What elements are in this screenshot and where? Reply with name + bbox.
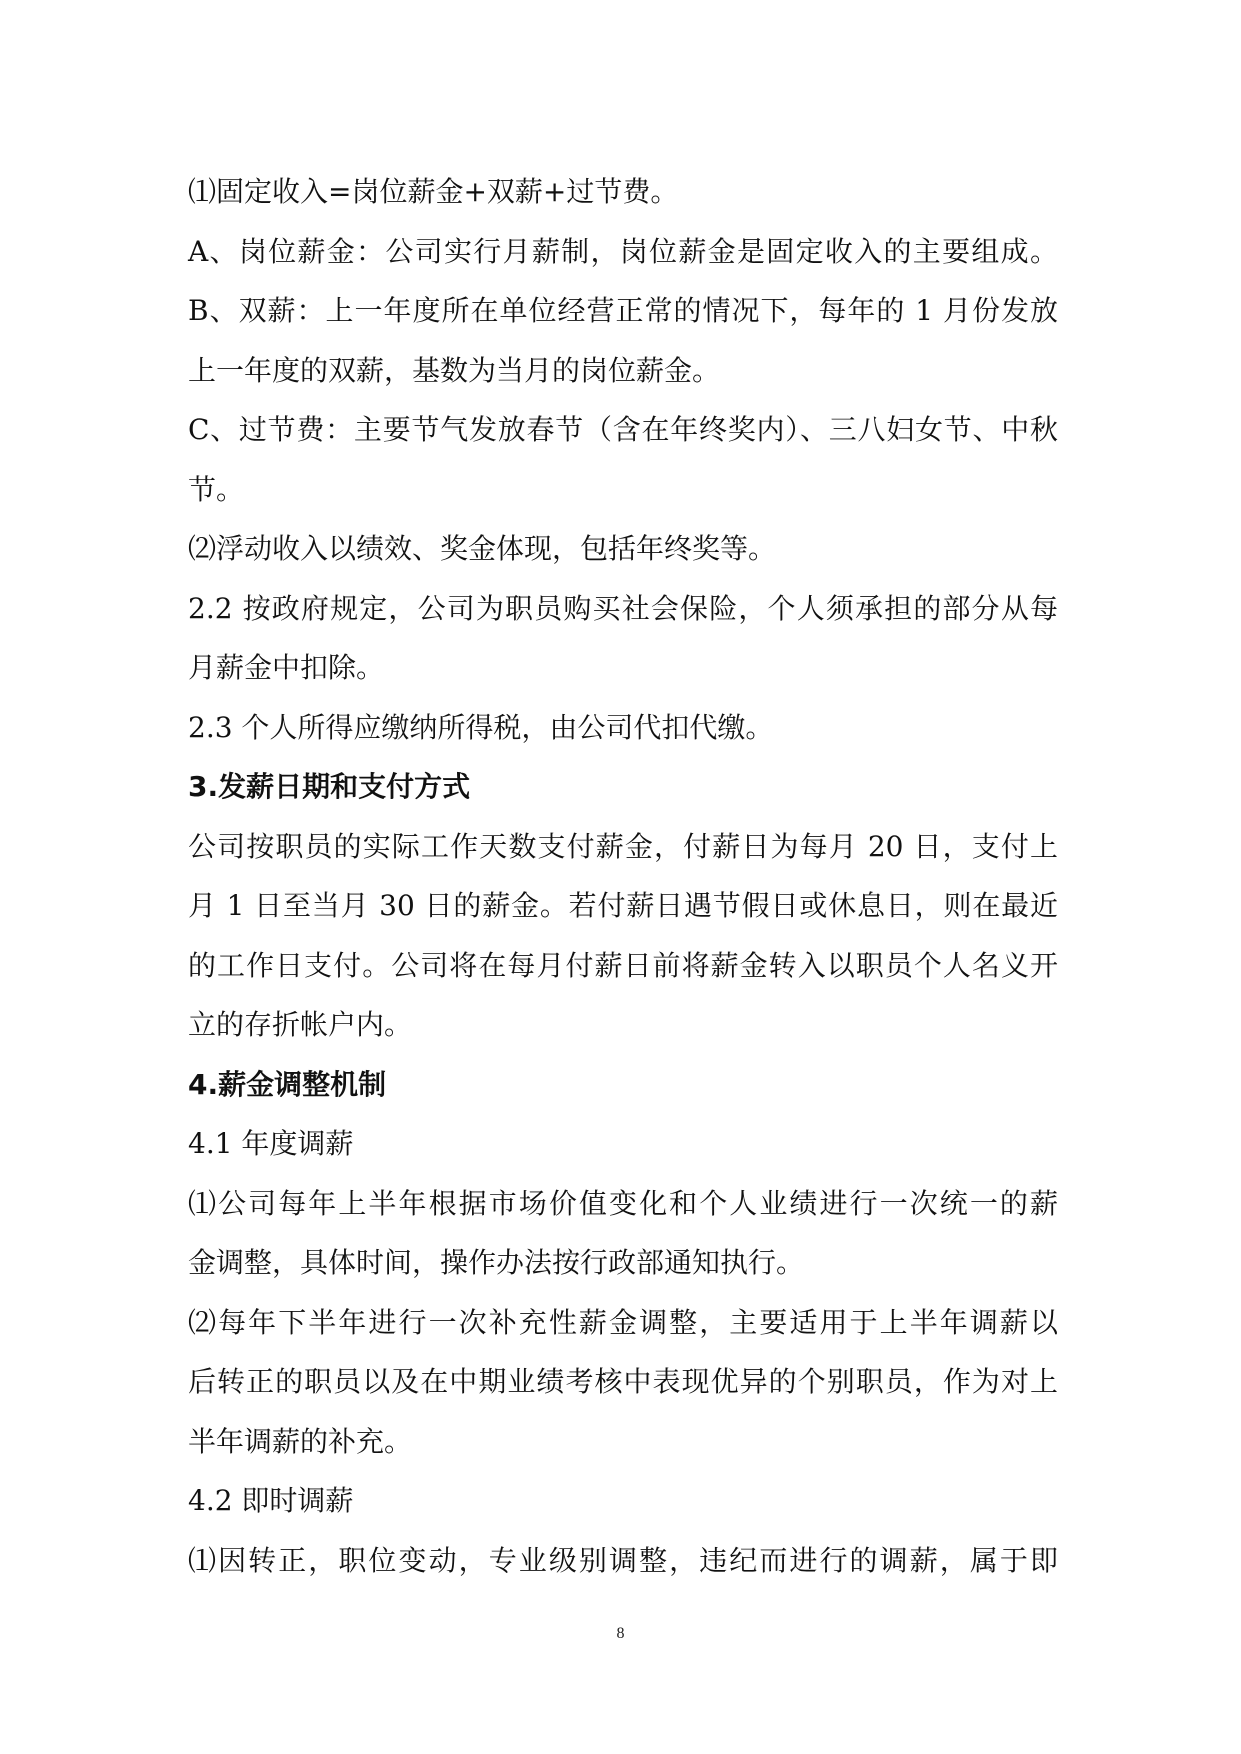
page-number: 8 bbox=[616, 1625, 625, 1642]
text-line: 月 1 日至当月 30 日的薪金。若付薪日遇节假日或休息日，则在最近 bbox=[188, 889, 1058, 922]
text-line: ⑴因转正，职位变动，专业级别调整，违纪而进行的调薪，属于即 bbox=[188, 1543, 1058, 1577]
text-line: 4.1 年度调薪 bbox=[188, 1127, 354, 1160]
text-line: 后转正的职员以及在中期业绩考核中表现优异的个别职员，作为对上 bbox=[188, 1365, 1058, 1398]
text-line: 4.2 即时调薪 bbox=[188, 1484, 354, 1517]
text-line: 半年调薪的补充。 bbox=[188, 1424, 413, 1458]
section-heading: 3.发薪日期和支付方式 bbox=[188, 770, 471, 803]
text-line: 节。 bbox=[188, 472, 245, 506]
text-line: C、过节费：主要节气发放春节（含在年终奖内）、三八妇女节、中秋 bbox=[188, 413, 1058, 446]
text-line: 公司按职员的实际工作天数支付薪金，付薪日为每月 20 日，支付上 bbox=[188, 829, 1058, 863]
text-line: 立的存折帐户内。 bbox=[188, 1008, 413, 1041]
text-line: ⑵浮动收入以绩效、奖金体现，包括年终奖等。 bbox=[188, 532, 777, 565]
text-line: 的工作日支付。公司将在每月付薪日前将薪金转入以职员个人名义开 bbox=[188, 948, 1058, 982]
text-line: A、岗位薪金：公司实行月薪制，岗位薪金是固定收入的主要组成。 bbox=[188, 234, 1058, 268]
text-line: 月薪金中扣除。 bbox=[188, 651, 385, 684]
text-line: B、双薪：上一年度所在单位经营正常的情况下，每年的 1 月份发放 bbox=[188, 294, 1058, 327]
text-line: 2.2 按政府规定，公司为职员购买社会保险，个人须承担的部分从每 bbox=[188, 591, 1058, 625]
text-line: ⑴公司每年上半年根据市场价值变化和个人业绩进行一次统一的薪 bbox=[188, 1186, 1058, 1220]
text-line: 2.3 个人所得应缴纳所得税，由公司代扣代缴。 bbox=[188, 710, 774, 744]
text-line: 金调整，具体时间，操作办法按行政部通知执行。 bbox=[188, 1246, 805, 1279]
text-line: ⑴固定收入=岗位薪金+双薪+过节费。 bbox=[188, 175, 679, 208]
section-heading: 4.薪金调整机制 bbox=[188, 1067, 387, 1101]
text-line: ⑵每年下半年进行一次补充性薪金调整，主要适用于上半年调薪以 bbox=[188, 1305, 1058, 1339]
text-line: 上一年度的双薪，基数为当月的岗位薪金。 bbox=[188, 353, 721, 387]
document-body bbox=[188, 162, 1058, 1590]
